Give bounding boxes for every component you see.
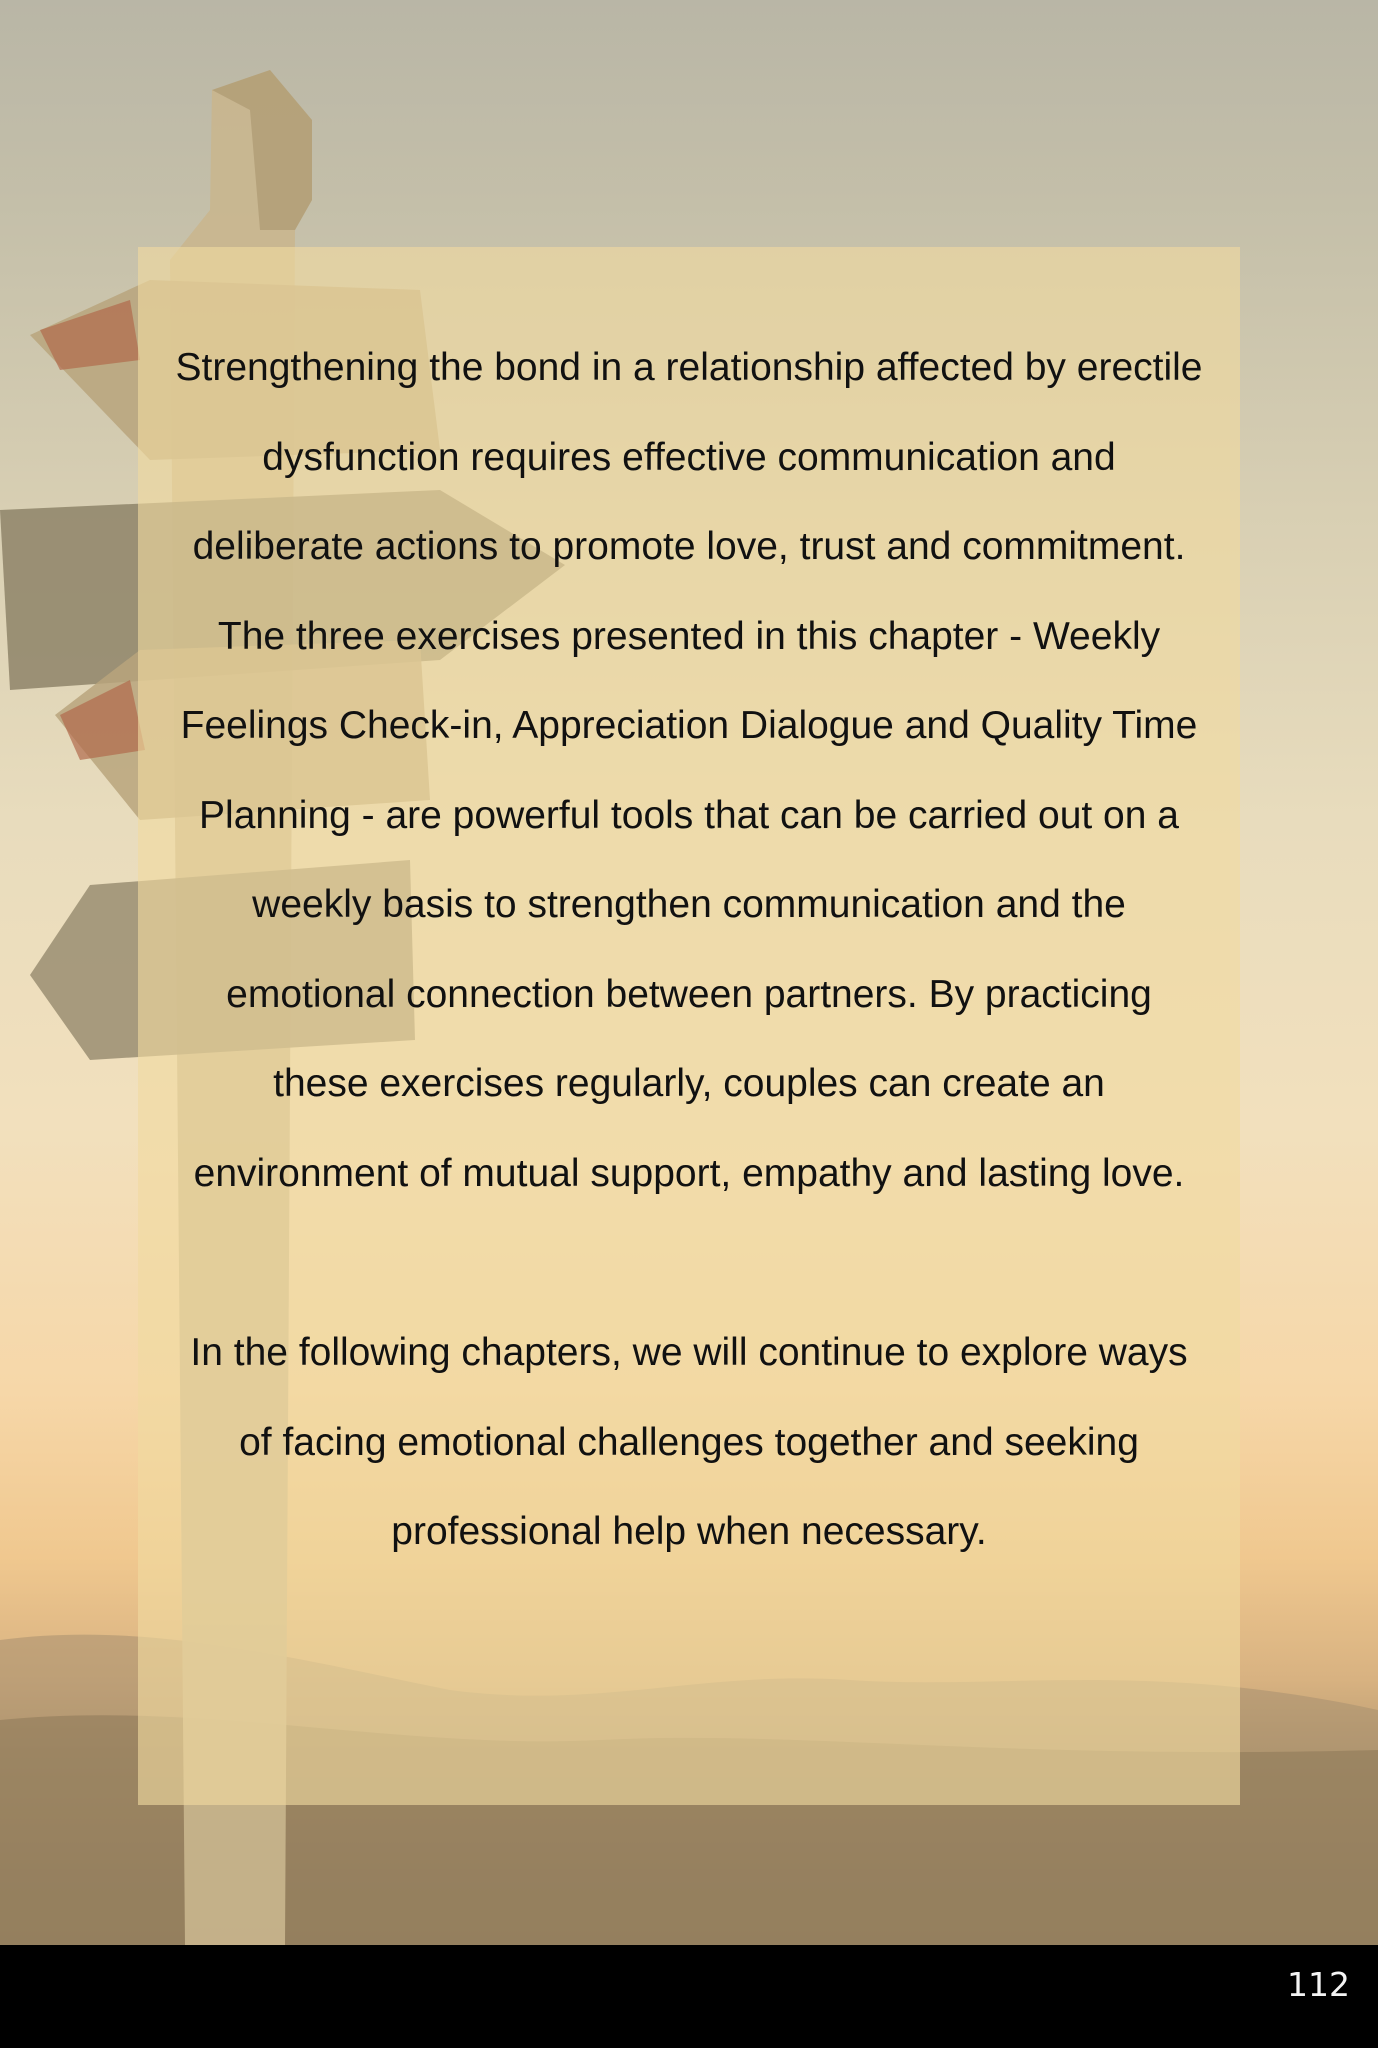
page-number: 112 xyxy=(1287,1965,1350,2004)
footer-bar xyxy=(0,1945,1378,2048)
body-paragraph-1: Strengthening the bond in a relationship affected by erectile dysfunction requires effective communication and deliberate actions to promote love, trust and commitment. The three exercises presented in this chapter - Weekly Feelings Check-in, Appreciation Dialogue and Quality Time Planning - are powerful tools that can be carried out on a weekly basis to strengthen communication and the emotional connection between partners. By practicing these exercises regularly, couples can create an environment of mutual support, empathy and lasting love. xyxy=(175,346,1203,1195)
body-paragraph-2: In the following chapters, we will continue to explore ways of facing emotional challenges together and seeking professional help when necessary. xyxy=(190,1331,1188,1553)
text-panel xyxy=(138,247,1240,1805)
